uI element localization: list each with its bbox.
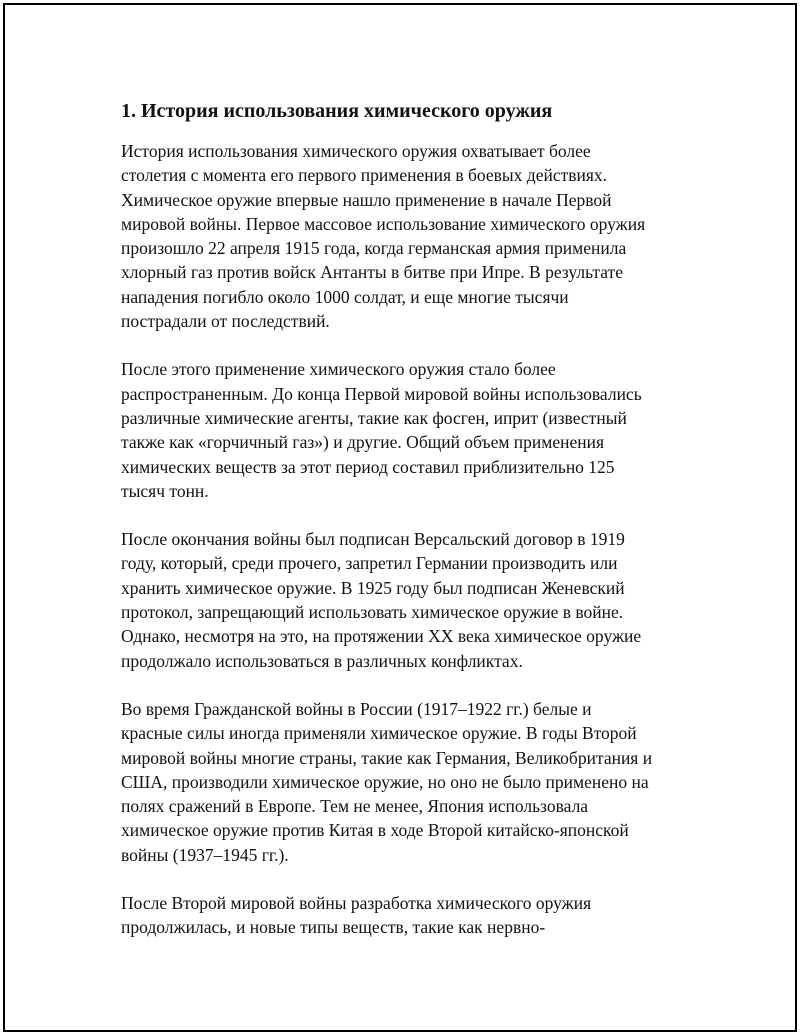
paragraph-4 [121,697,701,867]
text-line: После окончания войны был подписан Версальский договор в 1919 [121,529,625,550]
text-line: химических веществ за этот период составил приблизительно 125 [121,456,615,477]
paragraph-1 [121,139,701,333]
text-line: произошло 22 апреля 1915 года, когда германская армия применила [121,238,627,259]
text-line: различные химические агенты, такие как фосген, иприт (известный [121,407,627,428]
text-line: Химическое оружие впервые нашло применение в начале Первой [121,189,612,210]
document-body [121,97,701,964]
document-page [3,3,797,1032]
text-line: После Второй мировой войны разработка химического оружия [121,893,592,914]
text-line: пострадали от последствий. [121,311,330,332]
text-line: нападения погибло около 1000 солдат, и еще многие тысячи [121,286,569,307]
text-line: хлорный газ против войск Антанты в битве при Ипре. В результате [121,262,623,283]
text-line: тысяч тонн. [121,480,209,501]
text-line: также как «горчичный газ») и другие. Общий объем применения [121,432,605,453]
paragraph-2 [121,357,701,503]
text-line: продолжилась, и новые типы веществ, такие как нервно- [121,917,546,938]
text-line: продолжало использоваться в различных конфликтах. [121,650,523,671]
text-line: столетия с момента его первого применения в боевых действиях. [121,165,608,186]
paragraph-5 [121,891,701,940]
text-line: Однако, несмотря на это, на протяжении XX века химическое оружие [121,626,642,647]
text-line: распространенным. До конца Первой мировой войны использовались [121,383,642,404]
section-heading: 1. История использования химического оружия [121,100,553,122]
text-line: США, производили химическое оружие, но оно не было применено на [121,771,649,792]
text-line: Во время Гражданской войны в России (1917–1922 гг.) белые и [121,698,592,719]
text-line: После этого применение химического оружия стало более [121,359,556,380]
text-line: протокол, запрещающий использовать химическое оружие в войне. [121,602,624,623]
text-line: хранить химическое оружие. В 1925 году был подписан Женевский [121,577,625,598]
text-line: году, который, среди прочего, запретил Германии производить или [121,553,618,574]
text-line: полях сражений в Европе. Тем не менее, Япония использовала [121,796,589,817]
text-line: мировой войны многие страны, такие как Германия, Великобритания и [121,747,653,768]
paragraph-3 [121,527,701,673]
text-line: войны (1937–1945 гг.). [121,844,289,865]
text-line: химическое оружие против Китая в ходе Второй китайско-японской [121,820,629,841]
text-line: История использования химического оружия охватывает более [121,141,591,161]
text-line: красные силы иногда применяли химическое оружие. В годы Второй [121,723,637,744]
text-line: мировой войны. Первое массовое использование химического оружия [121,213,646,234]
